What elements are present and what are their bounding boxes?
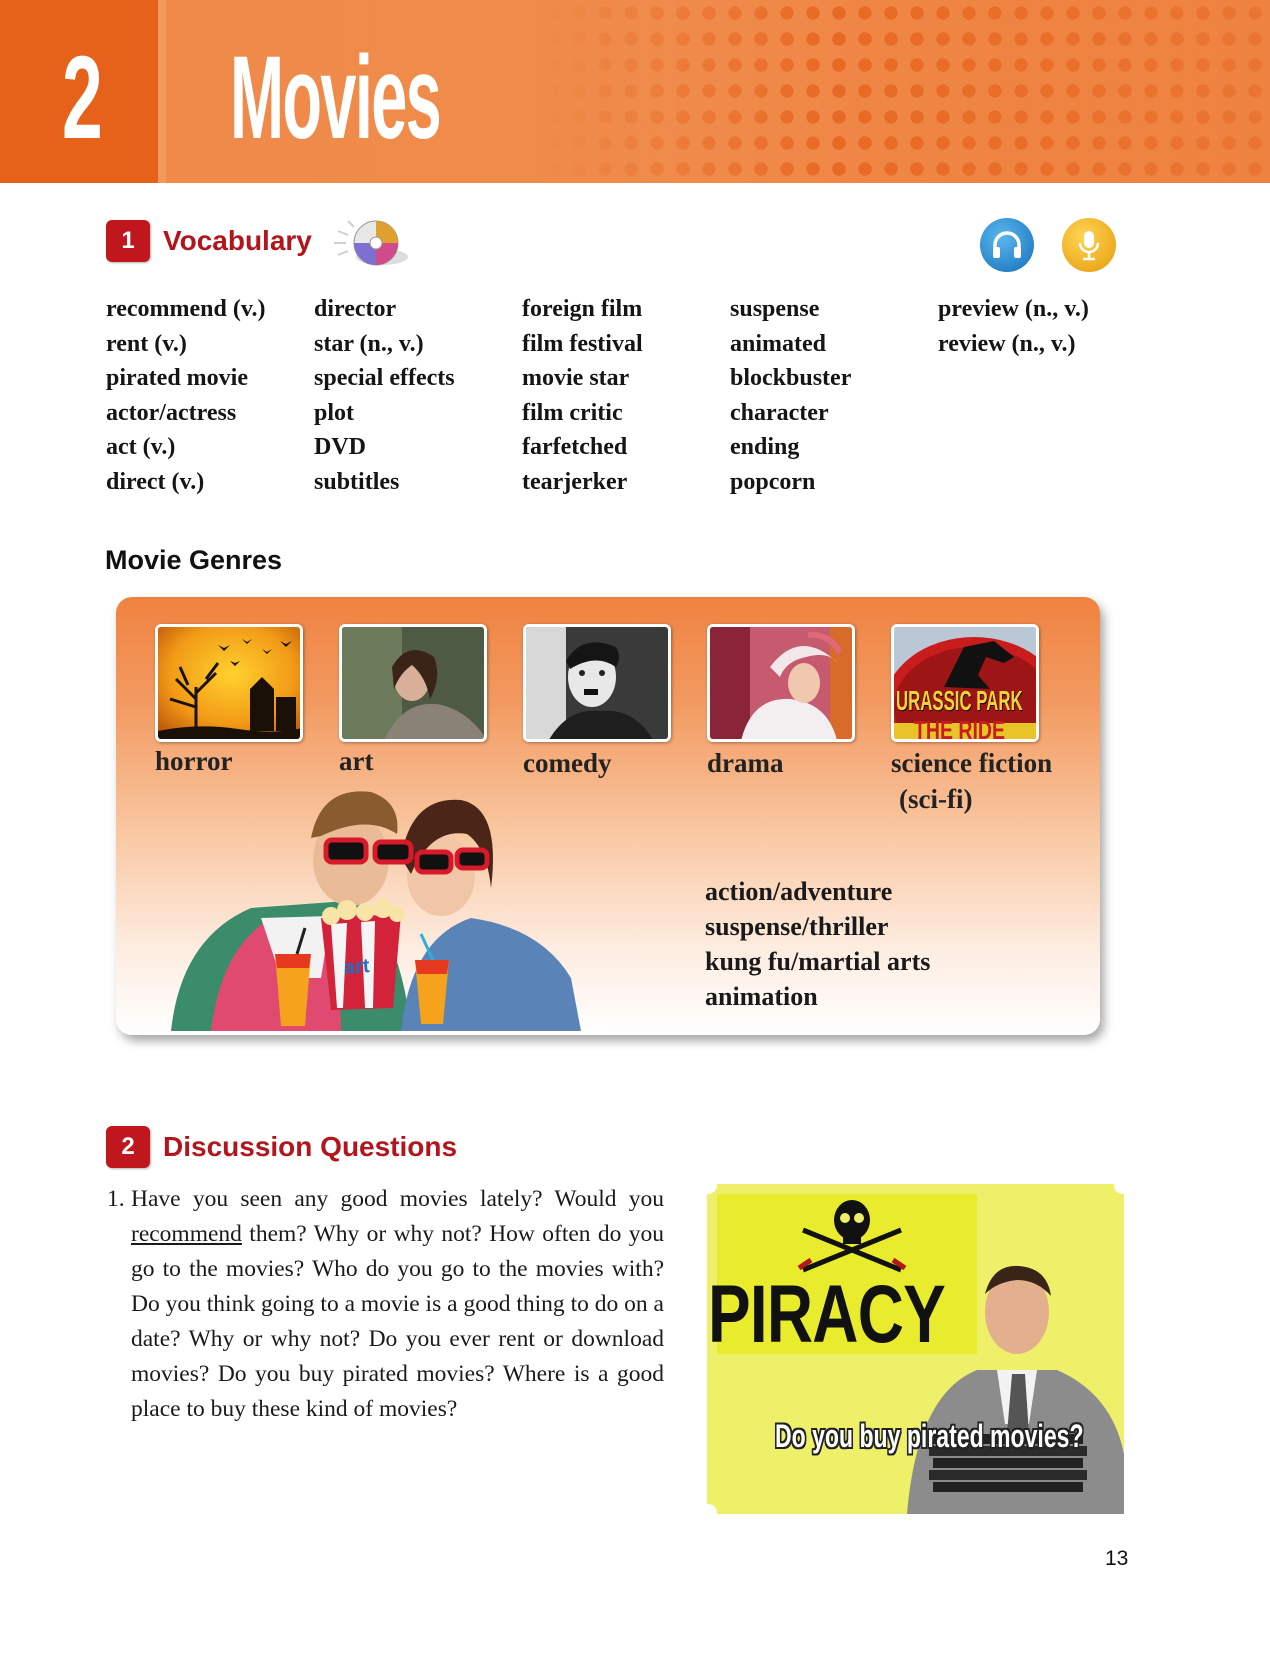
couple-3d-glasses-photo	[171, 778, 605, 1031]
vocab-word: star (n., v.)	[314, 330, 424, 357]
genre-label-science-fiction: science fiction	[891, 748, 1053, 778]
genre-label-drama: drama	[707, 748, 784, 778]
vocab-word: preview (n., v.)	[938, 296, 1089, 322]
piracy-title: PIRACY	[708, 1269, 945, 1360]
vocab-word: farfetched	[522, 434, 628, 460]
vocab-word: film critic	[522, 399, 623, 426]
chapter-title: Movies	[230, 32, 441, 164]
cd-icon	[332, 215, 416, 273]
vocab-word: actor/actress	[106, 399, 237, 426]
genre-label-art: art	[339, 746, 374, 776]
vocab-word: review (n., v.)	[938, 330, 1076, 357]
genre-label-comedy: comedy	[523, 748, 612, 778]
section-number-badge: 2	[106, 1126, 150, 1168]
drama-image	[707, 624, 855, 742]
genre-list-item: kung fu/martial arts	[705, 947, 931, 976]
vocab-word: ending	[730, 434, 800, 460]
page-number: 13	[1105, 1547, 1129, 1570]
vocab-word: plot	[314, 399, 355, 426]
more-genres-list	[705, 874, 930, 1014]
vocab-word: suspense	[730, 296, 820, 322]
genre-list-item: suspense/thriller	[705, 912, 889, 941]
sign-text-ride: THE RIDE	[914, 715, 1006, 742]
vocab-column-4	[730, 292, 851, 499]
popcorn-bucket-text: art	[343, 955, 371, 979]
vocab-word: act (v.)	[106, 434, 176, 460]
vocab-word: pirated movie	[106, 365, 248, 391]
section-number-badge: 1	[106, 220, 150, 262]
vocab-word: animated	[730, 330, 826, 357]
discussion-question-1	[107, 1182, 664, 1427]
vocab-word: special effects	[314, 365, 455, 391]
audio-headphones-icon[interactable]	[980, 218, 1034, 272]
vocab-word: DVD	[314, 434, 366, 460]
art-film-image	[339, 624, 487, 742]
sign-text-park: URASSIC PARK	[896, 685, 1023, 716]
vocab-word: blockbuster	[730, 365, 852, 391]
vocab-word: film festival	[522, 330, 643, 357]
vocab-column-2	[314, 292, 455, 499]
question-number: 1.	[107, 1186, 125, 1212]
vocab-word: tearjerker	[522, 468, 628, 495]
headphones-icon	[990, 228, 1024, 262]
vocab-word: director	[314, 296, 397, 322]
vocab-word: rent (v.)	[106, 330, 187, 357]
horror-image	[155, 624, 303, 742]
question-text: Have you seen any good movies lately? Would you recommend them? Why or why not? How often do you go to the movies? Who do you go to the movies with? Do you think going to a movie is a good thing to do on a date? Why or why not? Do you ever rent or download movies? Do you buy pirated movies? Where is a good place to buy these kind of movies?	[131, 1186, 664, 1422]
vocab-word: recommend (v.)	[106, 296, 266, 322]
vocab-word: subtitles	[314, 468, 400, 495]
vocab-word: foreign film	[522, 296, 643, 322]
genre-list-item: action/adventure	[705, 877, 893, 906]
genre-label-sci-fi: (sci-fi)	[899, 784, 973, 814]
science-fiction-image	[891, 624, 1039, 742]
section-title-discussion: Discussion Questions	[163, 1131, 458, 1162]
vocab-word: direct (v.)	[106, 468, 205, 495]
movie-genres-heading: Movie Genres	[105, 545, 283, 575]
vocab-word: character	[730, 399, 829, 426]
vocab-column-5	[938, 292, 1089, 361]
genre-label-horror: horror	[155, 746, 233, 776]
chapter-number: 2	[62, 32, 102, 164]
piracy-caption: Do you buy pirated movies?	[775, 1418, 1084, 1454]
chapter-header	[0, 0, 1270, 183]
vocab-column-1	[106, 292, 266, 499]
vocab-word: movie star	[522, 365, 630, 391]
section-title-vocabulary: Vocabulary	[163, 225, 312, 256]
speaking-microphone-icon[interactable]	[1062, 218, 1116, 272]
vocab-link-recommend: recommend	[131, 1221, 242, 1247]
vocab-word: popcorn	[730, 468, 816, 495]
header-divider	[158, 0, 166, 183]
microphone-icon	[1072, 228, 1106, 262]
comedy-image	[523, 624, 671, 742]
vocab-column-3	[522, 292, 643, 499]
genre-list-item: animation	[705, 982, 818, 1011]
